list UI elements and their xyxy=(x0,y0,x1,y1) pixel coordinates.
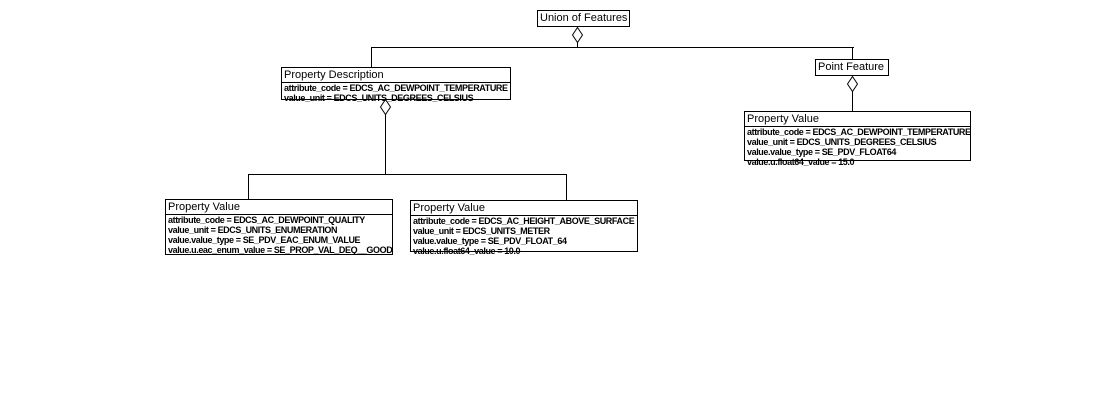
attribute-line: value.value_type = SE_PDV_FLOAT64 xyxy=(747,147,896,157)
node-attributes xyxy=(282,83,510,103)
node-property-description xyxy=(281,67,511,103)
attribute-line: attribute_code = EDCS_AC_DEWPOINT_TEMPERATURE xyxy=(747,127,971,137)
connector-union-branch-horizontal xyxy=(371,47,854,48)
node-union-of-features xyxy=(537,10,630,27)
attribute-line: value.value_type = SE_PDV_EAC_ENUM_VALUE xyxy=(168,235,361,245)
connector-pointfeature-diamond-stem xyxy=(852,90,853,112)
node-title: Point Feature xyxy=(818,61,885,73)
node-title: Property Value xyxy=(166,200,392,215)
attribute-line: value_unit = EDCS_UNITS_METER xyxy=(413,226,550,236)
connector-description-diamond-stem xyxy=(385,113,386,175)
node-property-value-middle xyxy=(410,200,638,256)
connector-branch-to-value-middle xyxy=(566,174,567,201)
attribute-line: value_unit = EDCS_UNITS_DEGREES_CELSIUS xyxy=(747,137,937,147)
aggregation-diamond-icon xyxy=(847,76,858,92)
attribute-line: attribute_code = EDCS_AC_DEWPOINT_TEMPERATURE xyxy=(284,83,508,93)
attribute-line: value_unit = EDCS_UNITS_DEGREES_CELSIUS xyxy=(284,93,474,103)
aggregation-diamond-icon xyxy=(572,27,583,43)
node-title: Union of Features xyxy=(540,12,628,24)
connector-branch-to-value-left xyxy=(248,174,249,200)
node-title: Property Description xyxy=(282,68,510,83)
node-title: Property Value xyxy=(411,201,637,216)
attribute-line: value.u.eac_enum_value = SE_PROP_VAL_DEQ__GOOD xyxy=(168,245,393,255)
node-property-value-right xyxy=(744,111,971,167)
node-title: Property Value xyxy=(745,112,970,127)
connector-branch-to-property-description xyxy=(371,47,372,68)
node-attributes xyxy=(166,215,392,255)
connector-description-branch-horizontal xyxy=(248,174,567,175)
attribute-line: value.u.float64_value = 10.0 xyxy=(413,246,521,256)
attribute-line: attribute_code = EDCS_AC_HEIGHT_ABOVE_SURFACE xyxy=(413,216,635,226)
node-attributes xyxy=(745,127,970,167)
node-attributes xyxy=(411,216,637,256)
node-point-feature xyxy=(815,59,889,76)
node-property-value-left xyxy=(165,199,393,255)
attribute-line: value.u.float64_value = 15.0 xyxy=(747,157,855,167)
attribute-line: value_unit = EDCS_UNITS_ENUMERATION xyxy=(168,225,338,235)
attribute-line: value.value_type = SE_PDV_FLOAT_64 xyxy=(413,236,567,246)
attribute-line: attribute_code = EDCS_AC_DEWPOINT_QUALITY xyxy=(168,215,365,225)
